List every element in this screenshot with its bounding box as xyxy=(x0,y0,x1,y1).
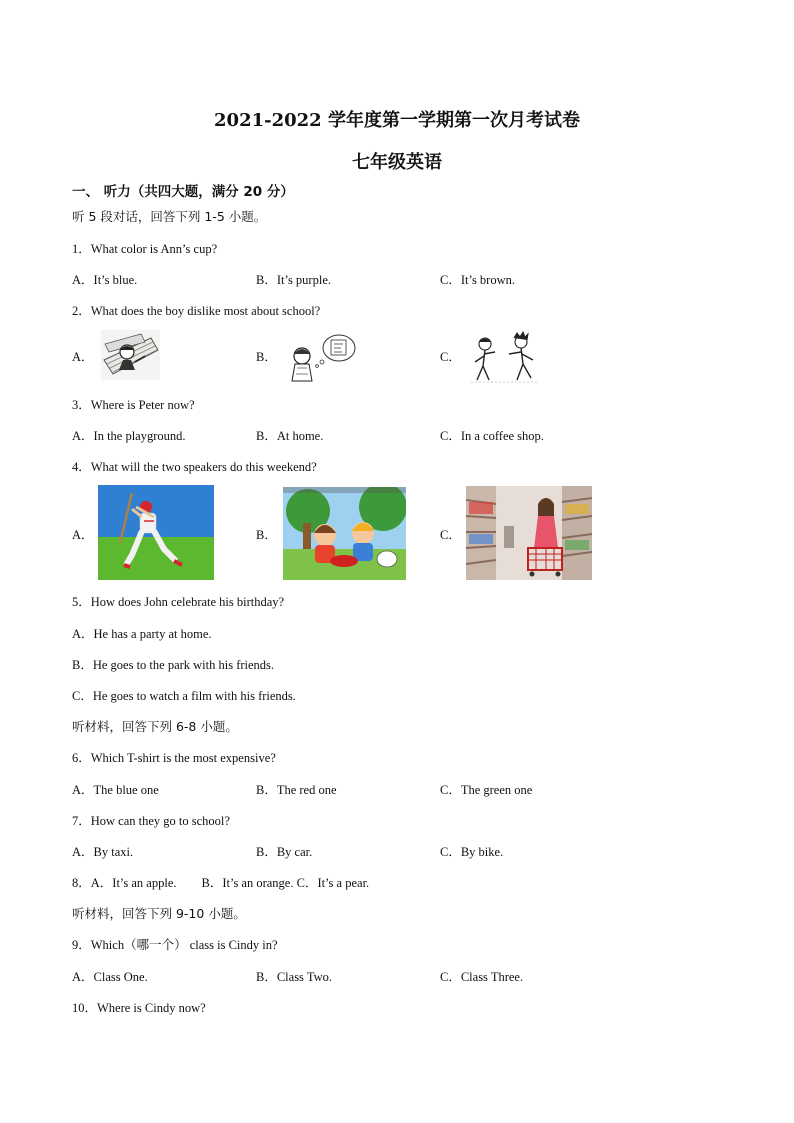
question-1: 1．What color is Ann’s cup? xyxy=(72,242,218,256)
instruction-q9-10: 听材料，回答下列 9-10 小题。 xyxy=(72,906,246,921)
q2-image-b-boy-thinking-test xyxy=(285,332,357,382)
q5-option-b: B．He goes to the park with his friends. xyxy=(72,658,275,672)
q5-option-a: A．He has a party at home. xyxy=(72,627,212,641)
q6-option-a: A．The blue one xyxy=(72,783,159,797)
question-6: 6．Which T-shirt is the most expensive? xyxy=(72,751,276,765)
q3-option-c: C．In a coffee shop. xyxy=(440,429,544,443)
q4-image-b-kids-picnic xyxy=(283,487,406,580)
q2-option-c: C． xyxy=(440,350,461,364)
q9-option-a: A．Class One. xyxy=(72,970,148,984)
q2-option-a: A． xyxy=(72,350,94,364)
q4-option-a: A． xyxy=(72,528,94,542)
q2-option-b: B． xyxy=(256,350,277,364)
q7-option-a: A．By taxi. xyxy=(72,845,134,859)
q9-option-c: C．Class Three. xyxy=(440,970,524,984)
q6-option-b: B．The red one xyxy=(256,783,337,797)
exam-subtitle: 七年级英语 xyxy=(352,152,442,173)
q4-option-c: C． xyxy=(440,528,461,542)
instruction-q6-8: 听材料，回答下列 6-8 小题。 xyxy=(72,719,238,734)
q1-option-a: A．It’s blue. xyxy=(72,273,138,287)
question-3: 3．Where is Peter now? xyxy=(72,398,195,412)
q7-option-c: C．By bike. xyxy=(440,845,504,859)
question-10: 10．Where is Cindy now? xyxy=(72,1001,206,1015)
question-5: 5．How does John celebrate his birthday? xyxy=(72,595,285,609)
question-7: 7．How can they go to school? xyxy=(72,814,230,828)
q7-option-b: B．By car. xyxy=(256,845,313,859)
q9-option-b: B．Class Two. xyxy=(256,970,332,984)
instruction-q1-5: 听 5 段对话，回答下列 1-5 小题。 xyxy=(72,209,267,224)
q6-option-c: C．The green one xyxy=(440,783,533,797)
q1-option-b: B．It’s purple. xyxy=(256,273,331,287)
question-9: 9．Which（哪一个） class is Cindy in? xyxy=(72,938,278,952)
q4-image-a-baseball-player xyxy=(98,485,214,580)
q1-option-c: C．It’s brown. xyxy=(440,273,516,287)
q2-image-c-two-boys-arguing xyxy=(467,330,542,385)
exam-title: 2021-2022 学年度第一学期第一次月考试卷 xyxy=(214,110,580,131)
question-2: 2．What does the boy dislike most about school? xyxy=(72,304,321,318)
q2-image-a-boy-with-books xyxy=(101,330,160,380)
q3-option-b: B．At home. xyxy=(256,429,324,443)
q4-option-b: B． xyxy=(256,528,277,542)
section-heading-listening: 一、 听力（共四大题，满分 20 分） xyxy=(72,184,294,200)
question-8: 8．A．It’s an apple. B．It’s an orange. C．It’s a pear. xyxy=(72,876,370,890)
q5-option-c: C．He goes to watch a film with his friends. xyxy=(72,689,296,703)
q4-image-c-woman-shopping-supermarket xyxy=(466,486,592,580)
question-4: 4．What will the two speakers do this weekend? xyxy=(72,460,317,474)
q3-option-a: A．In the playground. xyxy=(72,429,186,443)
